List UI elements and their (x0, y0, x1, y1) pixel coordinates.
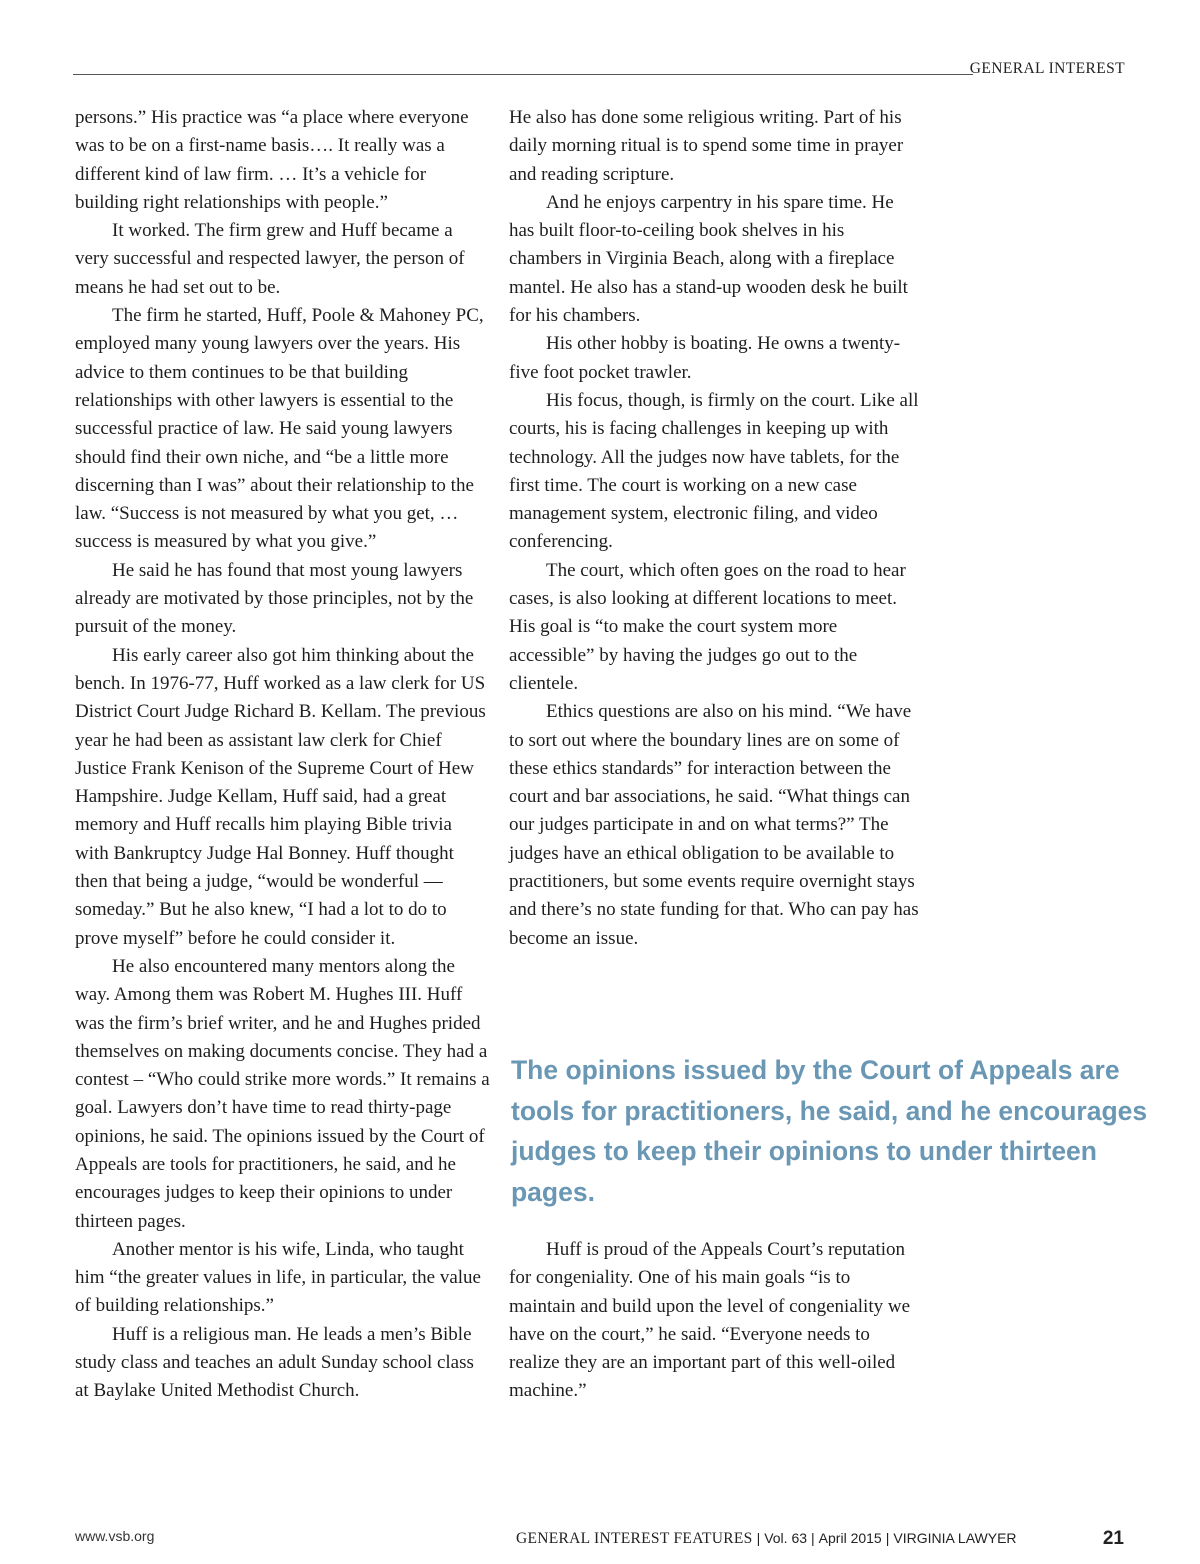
article-column-right-continued (509, 1236, 919, 1406)
pull-quote: The opinions issued by the Court of Appeals are tools for practitioners, he said, and he encourages judges to keep their opinions to under thirteen pages. (511, 1055, 1148, 1207)
page-number: 21 (1102, 1528, 1124, 1549)
paragraph: The firm he started, Huff, Poole & Mahoney PC, employed many young lawyers over the years. His advice to them continues to be that building relationships with other lawyers is essential to the successful practice of law. He said young lawyers should find their own niche, and “be a little more discerning than I was” about their relationship to the law. “Success is not measured by what you get, … success is measured by what you give.” (75, 305, 484, 553)
paragraph: He also encountered many mentors along the way. Among them was Robert M. Hughes III. Huff was the firm’s brief writer, and he and Hughes prided themselves on making documents concise. They had a contest – “Who could strike more words.” It remains a goal. Lawyers don’t have time to read thirty-page opinions, he said. The opinions issued by the Court of Appeals are tools for practitioners, he said, and he encourages judges to keep their opinions to under thirteen pages. (75, 955, 490, 1232)
footer-website: www.vsb.org (75, 1528, 155, 1544)
paragraph: And he enjoys carpentry in his spare time. He has built floor-to-ceiling book shelves in his chambers in Virginia Beach, along with a fireplace mantel. He also has a stand-up wooden desk he built for his chambers. (509, 191, 908, 327)
paragraph: It worked. The firm grew and Huff became a very successful and respected lawyer, the person of means he had set out to be. (75, 220, 465, 298)
paragraph: persons.” His practice was “a place where everyone was to be on a first-name basis…. It really was a different kind of law firm. … It’s a vehicle for building right relationships with people.” (75, 107, 469, 213)
article-column-left (75, 104, 490, 1406)
paragraph: Ethics questions are also on his mind. “We have to sort out where the boundary lines are on some of these ethics standards” for interaction between the court and bar associations, he said. “What things can our judges participate in and on what terms?” The judges have an ethical obligation to be available to practitioners, but some events require overnight stays and there’s no state funding for that. Who can pay has become an issue. (509, 701, 919, 949)
header-rule (73, 74, 973, 75)
footer-volume: Vol. 63 (764, 1530, 808, 1546)
paragraph: Another mentor is his wife, Linda, who taught him “the greater values in life, in particular, the value of building relationships.” (75, 1238, 481, 1317)
paragraph: His focus, though, is firmly on the court. Like all courts, his is facing challenges in keeping up with technology. All the judges now have tablets, for the first time. The court is working on a new case management system, electronic filing, and video conferencing. (509, 389, 919, 553)
article-column-right (509, 104, 919, 953)
paragraph: The court, which often goes on the road to hear cases, is also looking at different locations to meet. His goal is “to make the court system more accessible” by having the judges go out to the clientele. (509, 559, 906, 694)
footer-separator: | (756, 1530, 761, 1546)
paragraph: Huff is proud of the Appeals Court’s reputation for congeniality. One of his main goals “is to maintain and build upon the level of congeniality we have on the court,” he said. “Everyone needs to realize they are an important part of this well-oiled machine.” (509, 1239, 911, 1402)
footer-magazine-name: VIRGINIA LAWYER (893, 1530, 1017, 1546)
footer-features-label: GENERAL INTEREST FEATURES (516, 1530, 753, 1547)
footer-date: April 2015 (818, 1530, 882, 1546)
paragraph: He also has done some religious writing. Part of his daily morning ritual is to spend some time in prayer and reading scripture. (509, 107, 904, 185)
section-label: GENERAL INTEREST (969, 60, 1125, 77)
footer-separator: | (885, 1530, 890, 1546)
paragraph: He said he has found that most young lawyers already are motivated by those principles, not by the pursuit of the money. (75, 559, 474, 638)
paragraph: Huff is a religious man. He leads a men’s Bible study class and teaches an adult Sunday school class at Baylake United Methodist Church. (75, 1323, 474, 1402)
paragraph: His early career also got him thinking about the bench. In 1976-77, Huff worked as a law clerk for US District Court Judge Richard B. Kellam. The previous year he had been as assistant law clerk for Chief Justice Frank Kenison of the Supreme Court of Hew Hampshire. Judge Kellam, Huff said, had a great memory and Huff recalls him playing Bible trivia with Bankruptcy Judge Hal Bonney. Huff thought then that being a judge, “would be wonderful — someday.” But he also knew, “I had a lot to do to prove myself” before he could consider it. (75, 644, 486, 949)
footer-separator: | (811, 1530, 815, 1546)
paragraph: His other hobby is boating. He owns a twenty-five foot pocket trawler. (509, 333, 901, 383)
footer-publication-info (516, 1530, 1017, 1548)
